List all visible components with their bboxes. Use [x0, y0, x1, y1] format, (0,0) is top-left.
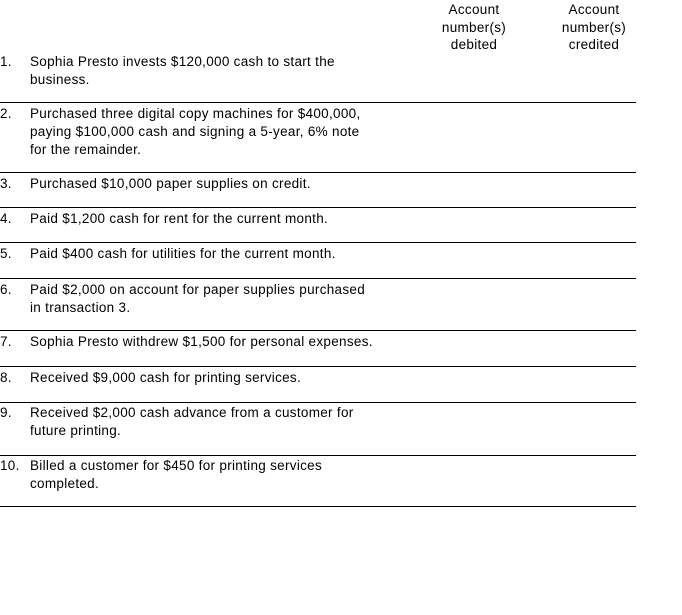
column-header-credited-line-2: number(s)	[561, 19, 627, 35]
answer-line	[0, 102, 636, 103]
column-header-credited-line-1: Account	[568, 2, 620, 17]
transaction-description: Sophia Presto invests $120,000 cash to start the business.	[30, 54, 335, 87]
answer-line	[0, 172, 636, 173]
column-header-debited-line-3: debited	[450, 37, 498, 52]
transaction-description: Received $9,000 cash for printing services.	[30, 370, 302, 385]
transaction-number: 10.	[0, 458, 20, 473]
answer-line	[0, 330, 636, 331]
answer-line	[0, 402, 636, 403]
answer-line	[0, 506, 636, 507]
column-header-debited-line-2: number(s)	[441, 19, 507, 35]
transaction-description: Sophia Presto withdrew $1,500 for personal expenses.	[30, 334, 373, 349]
column-header-debited-line-1: Account	[448, 2, 500, 17]
transaction-number: 7.	[0, 334, 12, 349]
column-header-credited-line-3: credited	[568, 37, 620, 52]
transaction-number: 9.	[0, 405, 12, 420]
answer-line	[0, 207, 636, 208]
transaction-description: Billed a customer for $450 for printing services completed.	[30, 458, 323, 491]
column-header-credited	[552, 1, 636, 54]
transaction-description: Paid $400 cash for utilities for the current month.	[30, 246, 336, 261]
answer-line	[0, 242, 636, 243]
answer-line	[0, 366, 636, 367]
transaction-number: 8.	[0, 370, 12, 385]
transaction-number: 3.	[0, 176, 12, 191]
transaction-description: Purchased $10,000 paper supplies on credit.	[30, 176, 311, 191]
transaction-number: 4.	[0, 211, 12, 226]
transaction-description: Received $2,000 cash advance from a customer for future printing.	[30, 405, 354, 438]
transaction-number: 6.	[0, 282, 12, 297]
answer-line	[0, 278, 636, 279]
answer-line	[0, 455, 636, 456]
transaction-description: Paid $2,000 on account for paper supplies purchased in transaction 3.	[30, 282, 366, 315]
column-header-debited	[432, 1, 516, 54]
transaction-description: Paid $1,200 cash for rent for the current month.	[30, 211, 329, 226]
transaction-description: Purchased three digital copy machines for $400,000, paying $100,000 cash and signing a 5-year, 6% note for the remainder.	[30, 106, 361, 157]
transaction-number: 5.	[0, 246, 12, 261]
transaction-number: 2.	[0, 106, 12, 121]
transaction-number: 1.	[0, 54, 12, 69]
